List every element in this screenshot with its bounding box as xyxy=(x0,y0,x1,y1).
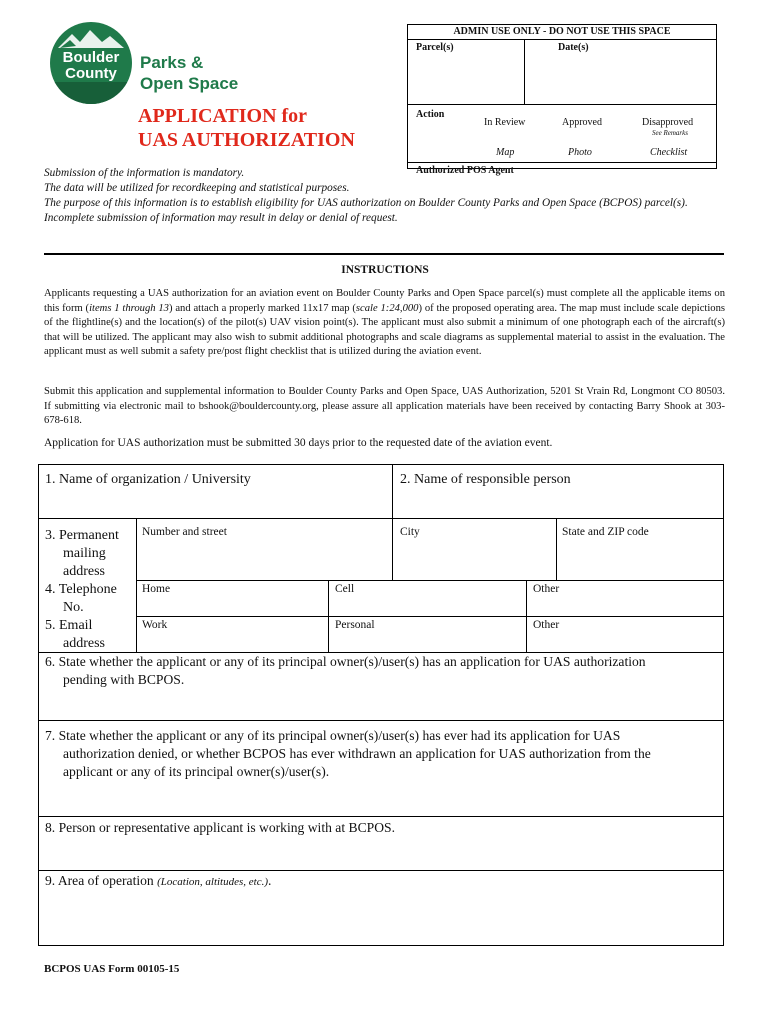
admin-row-action xyxy=(408,105,716,163)
personal-label: Personal xyxy=(335,619,375,631)
logo-text-open-space: Open Space xyxy=(140,74,239,93)
field-personal-email[interactable] xyxy=(329,617,527,653)
map-scale: scale 1:24,000 xyxy=(355,302,419,314)
field-responsible-person[interactable] xyxy=(393,465,723,519)
field-street[interactable] xyxy=(137,519,393,581)
q3-line2: mailing xyxy=(63,546,106,561)
q5-label-cell xyxy=(39,617,137,653)
logo-text-parks: Parks & xyxy=(140,53,204,72)
q2-label: 2. Name of responsible person xyxy=(400,472,571,487)
q4-line2: No. xyxy=(63,600,84,615)
instructions-paragraph-3: Application for UAS authorization must be submitted 30 days prior to the requested date of the aviation event. xyxy=(44,437,553,449)
q6-line1: 6. State whether the applicant or any of its principal owner(s)/user(s) has an application for UAS authorization xyxy=(45,654,646,669)
street-label: Number and street xyxy=(142,526,227,538)
title-line1: APPLICATION for xyxy=(138,105,308,127)
admin-map: Map xyxy=(496,147,515,158)
field-other-email[interactable] xyxy=(527,617,723,653)
q5-line2: address xyxy=(63,636,105,651)
field-bcpos-contact[interactable] xyxy=(39,817,723,871)
field-work-email[interactable] xyxy=(137,617,329,653)
admin-action-label: Action xyxy=(416,109,445,120)
admin-row-parcels xyxy=(408,40,716,105)
city-label: City xyxy=(400,526,420,538)
field-cell-phone[interactable] xyxy=(329,581,527,617)
admin-use-box xyxy=(407,24,717,176)
q3-label-cell xyxy=(39,519,137,581)
admin-parcels-label: Parcel(s) xyxy=(416,42,454,53)
field-state-zip[interactable] xyxy=(557,519,723,581)
intro-line3: The purpose of this information is to establish eligibility for UAS authorization on Boulder County Parks and Open Space (BCPOS) parcel(s). xyxy=(44,197,688,209)
home-label: Home xyxy=(142,583,171,595)
q3-line1: 3. Permanent xyxy=(45,528,119,543)
logo-text-county: County xyxy=(65,65,117,82)
field-other-phone[interactable] xyxy=(527,581,723,617)
admin-dates-label: Date(s) xyxy=(558,42,589,53)
q7-line2: authorization denied, or whether BCPOS has ever withdrawn an application for UAS authorization from the xyxy=(63,746,651,761)
items-range: items 1 through 13 xyxy=(89,302,169,314)
q7-line1: 7. State whether the applicant or any of its principal owner(s)/user(s) has ever had its application for UAS xyxy=(45,728,621,743)
cell-label: Cell xyxy=(335,583,355,595)
q5-line1: 5. Email xyxy=(45,618,93,633)
q4-label-cell xyxy=(39,581,137,617)
q3-line3: address xyxy=(63,564,105,579)
instructions-paragraph-1: Applicants requesting a UAS authorization for an aviation event on Boulder County Parks and Open Space parcel(s) must complete all the applicable items on this form (items 1 through 13) and attach a properly marked 11x17 map (scale 1:24,000) of the proposed operating area. The map must include scale depictions of the flightline(s) and the location(s) of the pilot(s) UAV vision point(s). The applicant must also submit a minimum of one photograph each of the aircraft(s) that will be utilized. The applicant may also wish to submit additional photographs and scale diagrams as supplemental material to assist in the evaluation. The applicant must as well submit a safety pre/post flight checklist that is utilized during the aviation event. xyxy=(44,288,726,358)
field-pending-application[interactable] xyxy=(39,653,723,721)
q6-line2: pending with BCPOS. xyxy=(63,672,185,687)
divider xyxy=(44,253,724,255)
intro-text xyxy=(44,166,734,226)
intro-line2: The data will be utilized for recordkeeping and statistical purposes. xyxy=(44,182,350,194)
admin-photo: Photo xyxy=(568,147,592,158)
work-label: Work xyxy=(142,619,168,631)
logo-circle xyxy=(50,22,132,104)
q1-label: 1. Name of organization / University xyxy=(45,472,251,487)
logo-text-boulder: Boulder xyxy=(62,49,120,66)
other-phone-label: Other xyxy=(533,583,560,595)
title-line2: UAS AUTHORIZATION xyxy=(138,129,355,151)
intro-line4: Incomplete submission of information may result in delay or denial of request. xyxy=(44,212,398,224)
admin-checklist: Checklist xyxy=(650,147,688,158)
application-form xyxy=(38,464,724,946)
page-title xyxy=(138,104,355,152)
q9-label: 9. Area of operation (Location, altitudes, etc.). xyxy=(45,873,272,888)
field-home-phone[interactable] xyxy=(137,581,329,617)
form-number-footer: BCPOS UAS Form 00105-15 xyxy=(44,963,180,975)
field-denied-application[interactable] xyxy=(39,721,723,817)
admin-header: ADMIN USE ONLY - DO NOT USE THIS SPACE xyxy=(408,25,716,40)
q8-label: 8. Person or representative applicant is working with at BCPOS. xyxy=(45,820,395,835)
admin-in-review: In Review xyxy=(484,117,526,128)
admin-approved: Approved xyxy=(562,117,602,128)
field-organization-name[interactable] xyxy=(39,465,393,519)
state-zip-label: State and ZIP code xyxy=(562,526,649,538)
field-city[interactable] xyxy=(393,519,557,581)
admin-agent-label: Authorized POS Agent xyxy=(416,165,514,176)
other-email-label: Other xyxy=(533,619,560,631)
admin-see-remarks: See Remarks xyxy=(652,129,688,137)
field-area-of-operation[interactable] xyxy=(39,871,723,945)
boulder-county-logo xyxy=(50,22,250,108)
q7-line3: applicant or any of its principal owner(s)/user(s). xyxy=(63,764,330,779)
intro-line1: Submission of the information is mandatory. xyxy=(44,167,245,179)
admin-disapproved: Disapproved xyxy=(642,117,694,128)
q4-line1: 4. Telephone xyxy=(45,582,117,597)
q9-hint: (Location, altitudes, etc.) xyxy=(157,876,269,888)
instructions-heading: INSTRUCTIONS xyxy=(341,264,429,276)
instructions-paragraph-2: Submit this application and supplemental information to Boulder County Parks and Open Space, UAS Authorization, 5201 St Vrain Rd, Longmont CO 80503. If submitting via electronic mail to bshook@bouldercounty.org, please assure all application materials have been received by contacting Barry Shook at 303-678-618. xyxy=(44,386,725,427)
